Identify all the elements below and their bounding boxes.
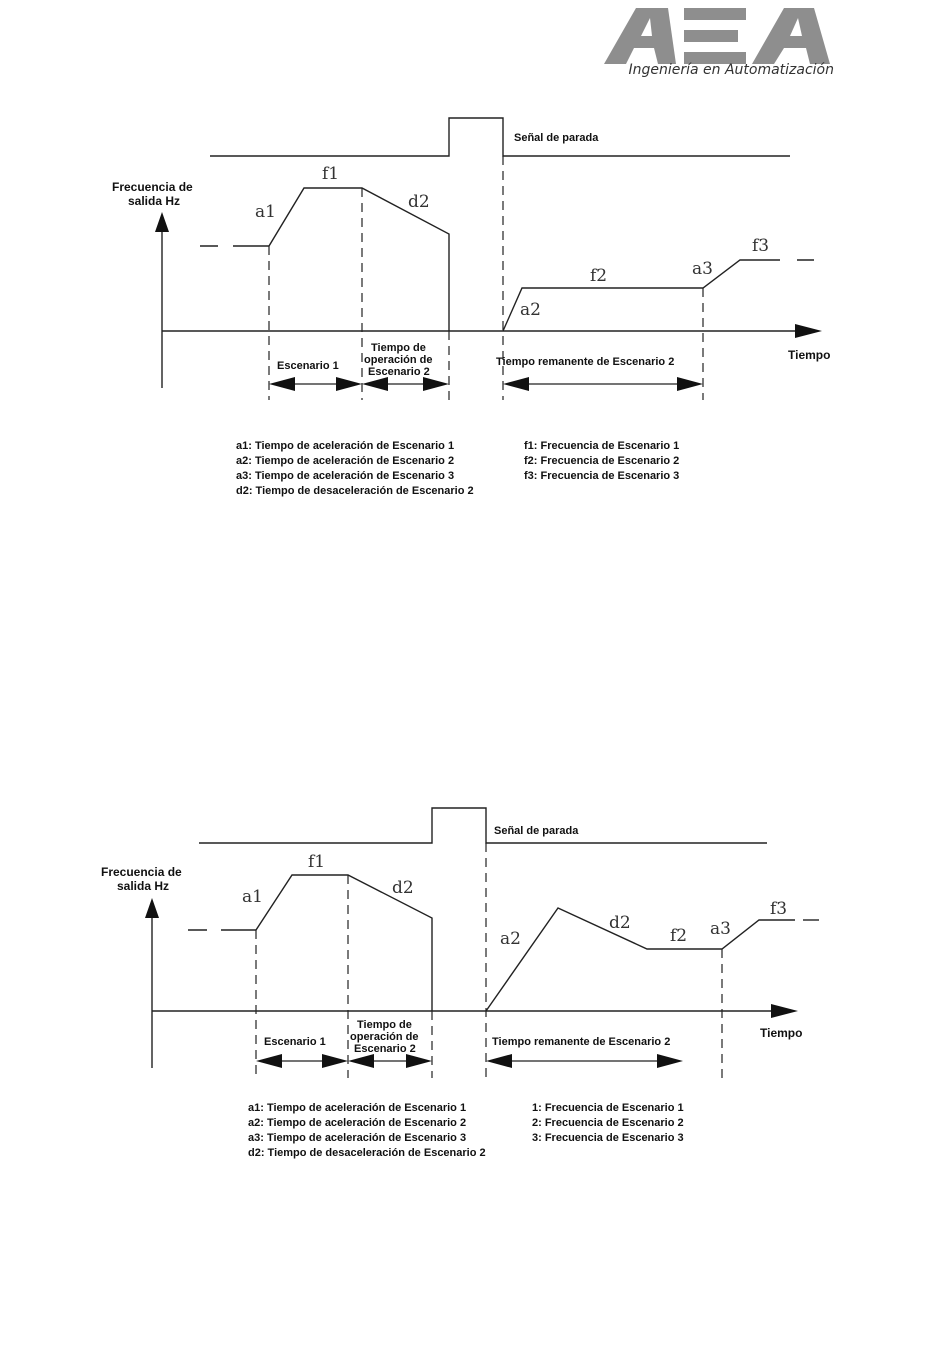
y-axis-arrow-icon	[145, 898, 159, 918]
legend-right-3: f3: Frecuencia de Escenario 3	[524, 470, 680, 482]
stop-signal-label: Señal de parada	[514, 132, 599, 144]
label-a2: a2	[500, 929, 521, 949]
logo-tagline: Ingeniería en Automatización	[628, 62, 834, 78]
y-axis-label-line1: Frecuencia de	[112, 180, 193, 194]
legend-right-1: 1: Frecuencia de Escenario 1	[532, 1102, 684, 1114]
frequency-curve-after-stop	[486, 908, 795, 1011]
interval-arrow-scenario1	[256, 1054, 348, 1068]
label-a3: a3	[692, 259, 713, 279]
legend-left-3: a3: Tiempo de aceleración de Escenario 3	[236, 470, 455, 482]
legend-left-4: d2: Tiempo de desaceleración de Escenario 2	[248, 1147, 486, 1159]
label-d2: d2	[408, 192, 430, 212]
legend-left-1: a1: Tiempo de aceleración de Escenario 1	[248, 1102, 467, 1114]
interval-arrow-operation	[362, 377, 449, 391]
x-axis-arrow-icon	[771, 1004, 798, 1018]
stop-signal-line	[199, 808, 767, 843]
legend-right-2: f2: Frecuencia de Escenario 2	[524, 455, 680, 467]
legend-left-3: a3: Tiempo de aceleración de Escenario 3	[248, 1132, 467, 1144]
interval-arrow-remaining	[486, 1054, 683, 1068]
y-axis-arrow-icon	[155, 212, 169, 232]
label-f1: f1	[308, 852, 326, 872]
legend-right-2: 2: Frecuencia de Escenario 2	[532, 1117, 684, 1129]
aea-logo-mark	[598, 4, 834, 68]
label-d2-first: d2	[392, 878, 414, 898]
legend-left-2: a2: Tiempo de aceleración de Escenario 2	[236, 455, 455, 467]
y-axis-label-line2: salida Hz	[117, 879, 170, 893]
label-f3: f3	[752, 236, 770, 256]
op-time-label-line3: Escenario 2	[368, 366, 430, 378]
stop-signal-label: Señal de parada	[494, 825, 579, 837]
label-a1: a1	[242, 887, 263, 907]
y-axis-label-line2: salida Hz	[128, 194, 181, 208]
label-f2: f2	[670, 926, 688, 946]
label-a2: a2	[520, 300, 541, 320]
aea-logo	[598, 4, 834, 84]
op-time-label-line1: Tiempo de	[371, 342, 426, 354]
op-time-label-line2: operación de	[364, 354, 433, 366]
remaining-label: Tiempo remanente de Escenario 2	[492, 1036, 671, 1048]
diagram-1	[0, 100, 950, 520]
op-time-label-line3: Escenario 2	[354, 1043, 416, 1055]
label-f2: f2	[590, 266, 608, 286]
label-a1: a1	[255, 202, 276, 222]
interval-arrow-scenario1	[269, 377, 362, 391]
diagram-2	[0, 800, 950, 1170]
y-axis-label-line1: Frecuencia de	[101, 865, 182, 879]
legend-right-3: 3: Frecuencia de Escenario 3	[532, 1132, 684, 1144]
legend-left-2: a2: Tiempo de aceleración de Escenario 2	[248, 1117, 467, 1129]
interval-arrow-remaining	[503, 377, 703, 391]
interval-arrow-operation	[348, 1054, 432, 1068]
legend-right-1: f1: Frecuencia de Escenario 1	[524, 440, 680, 452]
op-time-label-line2: operación de	[350, 1031, 419, 1043]
label-a3: a3	[710, 919, 731, 939]
x-axis-arrow-icon	[795, 324, 822, 338]
frequency-curve-after-stop	[503, 260, 780, 331]
label-d2-second: d2	[609, 913, 631, 933]
stop-signal-line	[210, 118, 790, 156]
x-axis-label: Tiempo	[760, 1026, 803, 1040]
scenario1-label: Escenario 1	[277, 360, 339, 372]
scenario1-label: Escenario 1	[264, 1036, 326, 1048]
x-axis-label: Tiempo	[788, 348, 831, 362]
op-time-label-line1: Tiempo de	[357, 1019, 412, 1031]
legend-left-4: d2: Tiempo de desaceleración de Escenario 2	[236, 485, 474, 497]
label-f3: f3	[770, 899, 788, 919]
label-f1: f1	[322, 164, 340, 184]
legend-left-1: a1: Tiempo de aceleración de Escenario 1	[236, 440, 455, 452]
remaining-label: Tiempo remanente de Escenario 2	[496, 356, 675, 368]
